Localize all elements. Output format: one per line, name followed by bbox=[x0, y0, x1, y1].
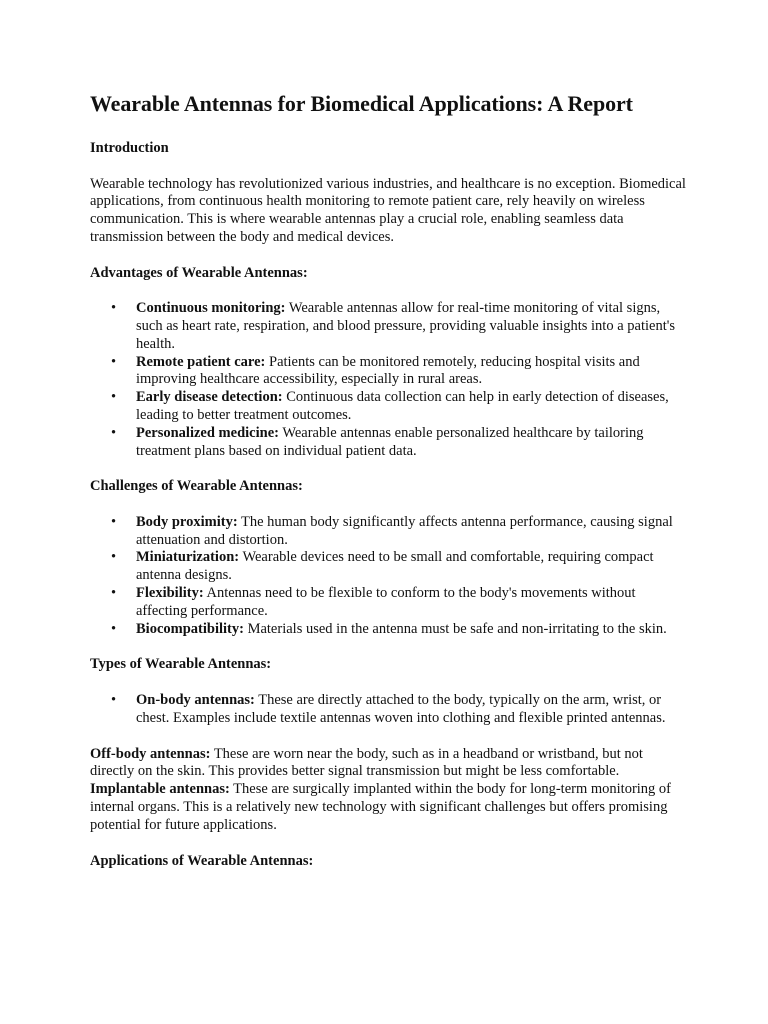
item-term: Personalized medicine: bbox=[136, 424, 279, 441]
off-body-text: These are worn near the body, such as in a headband or wristband, but not directly on the skin. This provides better signal transmission but might be less comfortable. bbox=[90, 745, 643, 780]
off-body-paragraph bbox=[90, 746, 690, 782]
item-text: Wearable devices need to be small and comfortable, requiring compact antenna designs. bbox=[136, 549, 654, 584]
item-term: On-body antennas: bbox=[136, 691, 255, 708]
list-item bbox=[90, 549, 690, 585]
item-term: Early disease detection: bbox=[136, 389, 283, 406]
bullet-icon: • bbox=[111, 353, 117, 370]
item-text: Patients can be monitored remotely, reducing hospital visits and improving healthcare accessibility, especially in rural areas. bbox=[136, 353, 640, 388]
implantable-term: Implantable antennas: bbox=[90, 781, 230, 798]
list-item bbox=[90, 514, 690, 550]
item-text: Materials used in the antenna must be safe and non-irritating to the skin. bbox=[243, 620, 667, 637]
item-term: Continuous monitoring: bbox=[136, 300, 286, 317]
item-text: The human body significantly affects antenna performance, causing signal attenuation and distortion. bbox=[136, 513, 673, 548]
implantable-paragraph bbox=[90, 781, 690, 834]
item-term: Biocompatibility: bbox=[136, 620, 244, 637]
bullet-icon: • bbox=[111, 424, 117, 441]
item-text: These are directly attached to the body, typically on the arm, wrist, or chest. Examples include textile antennas woven into clothing and flexible printed antennas. bbox=[136, 691, 666, 726]
item-term: Miniaturization: bbox=[136, 549, 240, 566]
item-text: Wearable antennas allow for real-time monitoring of vital signs, such as heart rate, respiration, and blood pressure, providing valuable insights into a patient's health. bbox=[136, 300, 675, 352]
types-list bbox=[90, 692, 690, 728]
list-item bbox=[90, 425, 690, 461]
bullet-icon: • bbox=[111, 549, 117, 566]
bullet-icon: • bbox=[111, 300, 117, 317]
advantages-list bbox=[90, 300, 690, 460]
advantages-heading: Advantages of Wearable Antennas: bbox=[90, 264, 308, 281]
list-item bbox=[90, 585, 690, 621]
off-body-term: Off-body antennas: bbox=[90, 745, 211, 762]
bullet-icon: • bbox=[111, 691, 117, 708]
item-text: Antennas need to be flexible to conform to the body's movements without affecting performance. bbox=[136, 585, 636, 619]
item-text: Continuous data collection can help in early detection of diseases, leading to better treatment outcomes. bbox=[136, 389, 669, 423]
bullet-icon: • bbox=[111, 620, 117, 637]
list-item bbox=[90, 389, 690, 425]
bullet-icon: • bbox=[111, 513, 117, 530]
item-term: Flexibility: bbox=[136, 585, 204, 602]
list-item bbox=[90, 354, 690, 390]
item-term: Remote patient care: bbox=[136, 353, 266, 370]
bullet-icon: • bbox=[111, 585, 117, 602]
list-item bbox=[90, 692, 690, 728]
types-heading: Types of Wearable Antennas: bbox=[90, 656, 272, 673]
introduction-paragraph: Wearable technology has revolutionized various industries, and healthcare is no exception. Biomedical applications, from continuous health monitoring to remote patient care, rely heavily on wireless communication. This is where wearable antennas play a crucial role, enabling seamless data transmission between the body and medical devices. bbox=[90, 175, 686, 245]
implantable-text: These are surgically implanted within the body for long-term monitoring of internal organs. This is a relatively new technology with significant challenges but offers promising potential for future applications. bbox=[90, 781, 672, 833]
document-page bbox=[90, 90, 690, 870]
applications-heading: Applications of Wearable Antennas: bbox=[90, 852, 314, 869]
list-item bbox=[90, 621, 690, 639]
list-item bbox=[90, 300, 690, 353]
item-term: Body proximity: bbox=[136, 513, 238, 530]
introduction-heading: Introduction bbox=[90, 140, 169, 156]
challenges-list bbox=[90, 514, 690, 639]
challenges-heading: Challenges of Wearable Antennas: bbox=[90, 478, 303, 495]
item-text: Wearable antennas enable personalized healthcare by tailoring treatment plans based on individual patient data. bbox=[136, 424, 644, 459]
document-title: Wearable Antennas for Biomedical Applications: A Report bbox=[90, 91, 633, 116]
bullet-icon: • bbox=[111, 389, 117, 406]
